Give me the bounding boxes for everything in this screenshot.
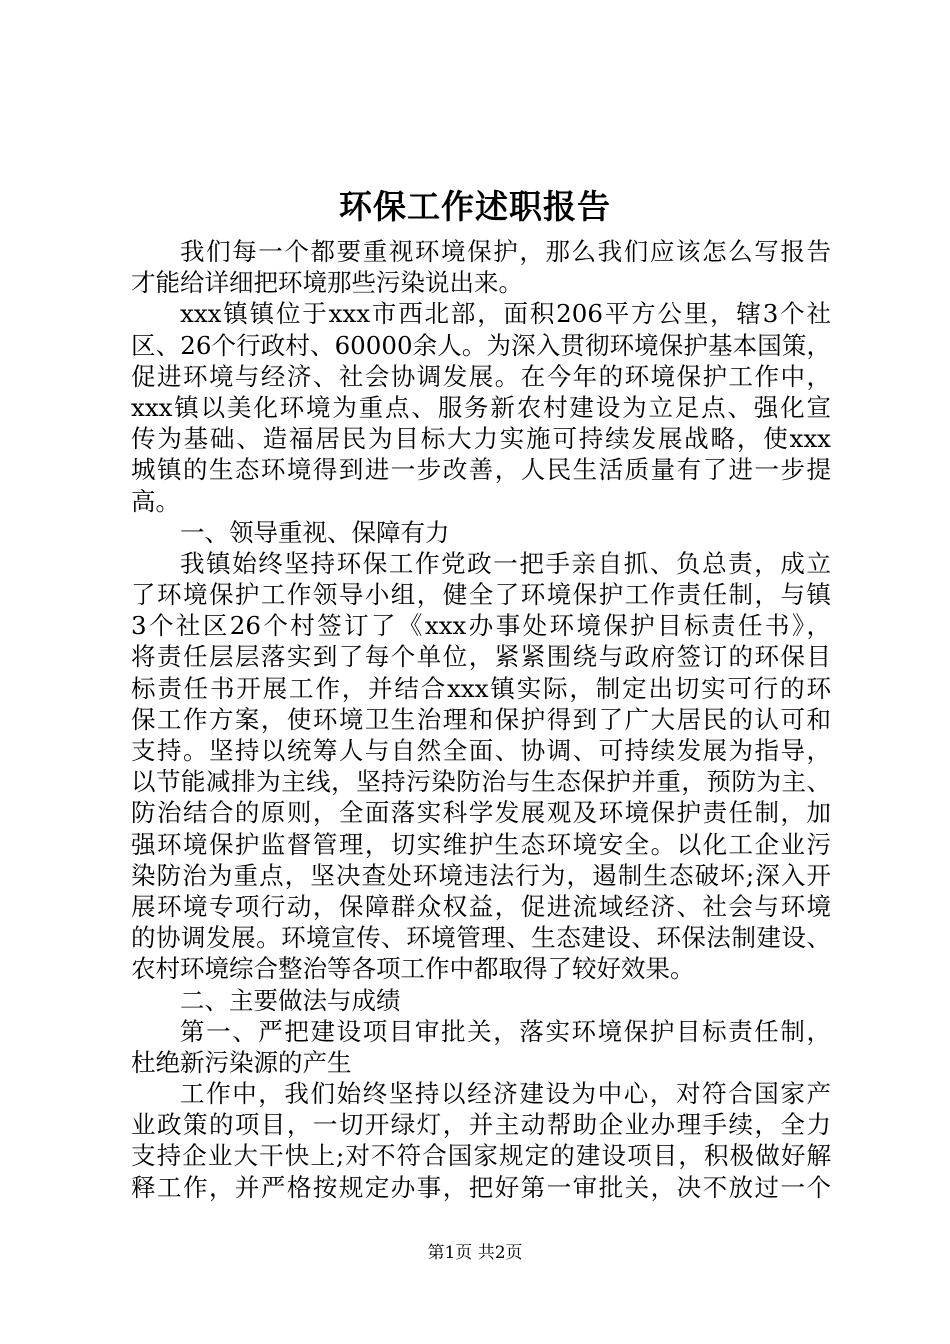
document-body (131, 236, 831, 1203)
text-line: 区、26个行政村、60000余人。为深入贯彻环境保护基本国策， (131, 330, 831, 360)
text-line: 才能给详细把环境那些污染说出来。 (131, 268, 523, 298)
text-line: 了环境保护工作领导小组，健全了环境保护工作责任制，与镇 (131, 580, 831, 610)
text-line: 促进环境与经济、社会协调发展。在今年的环境保护工作中， (131, 361, 831, 391)
text-line: 我镇始终坚持环保工作党政一把手亲自抓、负总责，成立 (180, 548, 831, 578)
text-line: 染防治为重点，坚决查处环境违法行为，遏制生态破坏;深入开 (131, 860, 831, 890)
document-title: 环保工作述职报告 (339, 187, 611, 226)
text-line: 释工作，并严格按规定办事，把好第一审批关，决不放过一个 (131, 1172, 831, 1202)
text-line: 的协调发展。环境宣传、环境管理、生态建设、环保法制建设、 (131, 923, 831, 953)
text-line: 业政策的项目，一切开绿灯，并主动帮助企业办理手续，全力 (131, 1110, 831, 1140)
text-line: 杜绝新污染源的产生 (131, 1047, 352, 1077)
text-line: 工作中，我们始终坚持以经济建设为中心，对符合国家产 (180, 1079, 831, 1109)
text-line: 防治结合的原则，全面落实科学发展观及环境保护责任制，加 (131, 798, 831, 828)
text-line: xxx镇镇位于xxx市西北部，面积206平方公里，辖3个社 (180, 299, 831, 329)
text-line: 我们每一个都要重视环境保护，那么我们应该怎么写报告 (180, 237, 831, 266)
text-line: 保工作方案，使环境卫生治理和保护得到了广大居民的认可和 (131, 704, 831, 734)
text-line: 展环境专项行动，保障群众权益，促进流域经济、社会与环境 (131, 891, 831, 921)
text-line: 农村环境综合整治等各项工作中都取得了较好效果。 (131, 954, 695, 984)
text-line: 3个社区26个村签订了《xxx办事处环境保护目标责任书》， (131, 611, 831, 641)
text-line: 标责任书开展工作，并结合xxx镇实际，制定出切实可行的环 (131, 673, 831, 703)
text-line: 支持企业大干快上;对不符合国家规定的建设项目，积极做好解 (131, 1141, 831, 1171)
text-line: 高。 (131, 486, 180, 516)
text-line: 第一、严把建设项目审批关，落实环境保护目标责任制， (180, 1016, 831, 1046)
text-line: 强环境保护监督管理，切实维护生态环境安全。以化工企业污 (131, 829, 831, 859)
text-line: 支持。坚持以统筹人与自然全面、协调、可持续发展为指导， (131, 736, 831, 765)
text-line: 传为基础、造福居民为目标大力实施可持续发展战略，使xxx (131, 424, 831, 454)
text-line: 二、主要做法与成绩 (180, 985, 401, 1015)
page-footer: 第1页 共2页 (427, 1243, 523, 1263)
text-line: 以节能减排为主线，坚持污染防治与生态保护并重，预防为主、 (131, 767, 831, 797)
text-line: 将责任层层落实到了每个单位，紧紧围绕与政府签订的环保目 (131, 642, 831, 672)
text-line: xxx镇以美化环境为重点、服务新农村建设为立足点、强化宣 (131, 392, 831, 422)
text-line: 一、领导重视、保障有力 (180, 517, 450, 547)
text-line: 城镇的生态环境得到进一步改善，人民生活质量有了进一步提 (131, 455, 831, 485)
